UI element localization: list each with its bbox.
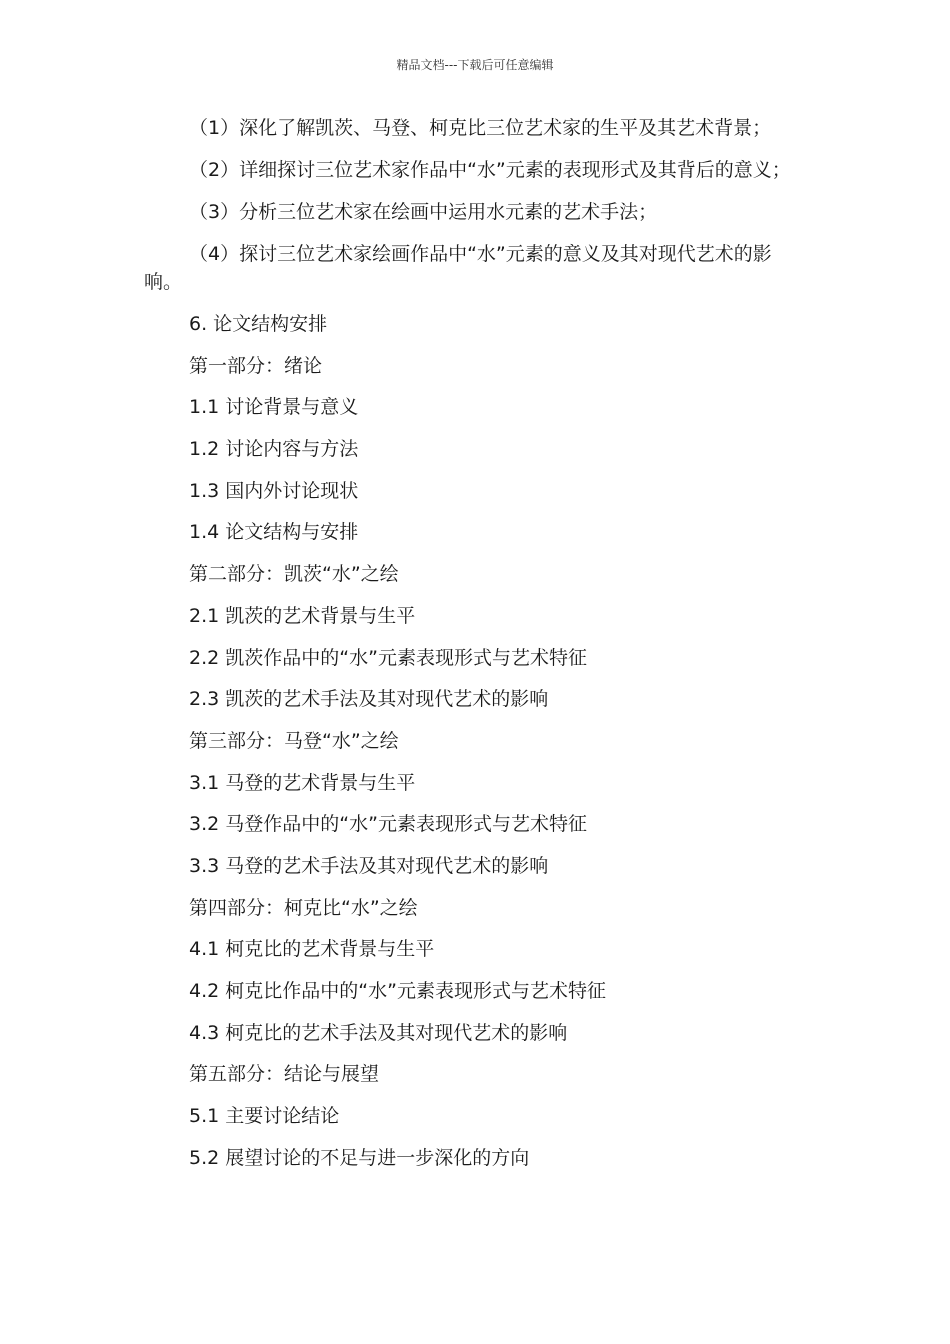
outline-entry: 1.4 论文结构与安排 [189, 521, 359, 544]
objective-item-3: （3）分析三位艺术家在绘画中运用水元素的艺术手法； [189, 201, 658, 223]
objective-item-4: （4）探讨三位艺术家绘画作品中“水”元素的意义及其对现代艺术的影响。 [144, 243, 772, 293]
outline-entry: 3.2 马登作品中的“水”元素表现形式与艺术特征 [189, 813, 587, 836]
outline-entry: 3.1 马登的艺术背景与生平 [189, 771, 416, 794]
outline-entry: 5.1 主要讨论结论 [189, 1105, 340, 1128]
part-heading: 第一部分：绪论 [189, 354, 323, 377]
page-header: 精品文档---下载后可任意编辑 [396, 58, 554, 72]
outline-entry: 5.2 展望讨论的不足与进一步深化的方向 [189, 1146, 530, 1169]
outline-entry: 4.2 柯克比作品中的“水”元素表现形式与艺术特征 [189, 980, 606, 1002]
part-heading: 第三部分：马登“水”之绘 [189, 729, 399, 752]
section-heading: 6. 论文结构安排 [189, 313, 328, 335]
outline-entry: 2.3 凯茨的艺术手法及其对现代艺术的影响 [189, 688, 549, 711]
outline-entry: 2.2 凯茨作品中的“水”元素表现形式与艺术特征 [189, 646, 587, 669]
objective-item-2: （2）详细探讨三位艺术家作品中“水”元素的表现形式及其背后的意义； [189, 159, 791, 181]
thesis-outline [144, 310, 809, 1172]
outline-entry: 1.2 讨论内容与方法 [189, 438, 359, 461]
outline-entry: 4.1 柯克比的艺术背景与生平 [189, 938, 435, 961]
objective-item-1: （1）深化了解凯茨、马登、柯克比三位艺术家的生平及其艺术背景； [189, 117, 772, 139]
outline-entry: 1.3 国内外讨论现状 [189, 479, 359, 502]
document-body [144, 114, 809, 1185]
part-heading: 第二部分：凯茨“水”之绘 [189, 563, 399, 586]
outline-entry: 3.3 马登的艺术手法及其对现代艺术的影响 [189, 854, 549, 877]
outline-entry: 4.3 柯克比的艺术手法及其对现代艺术的影响 [189, 1021, 568, 1044]
part-heading: 第四部分：柯克比“水”之绘 [189, 896, 418, 919]
outline-entry: 2.1 凯茨的艺术背景与生平 [189, 604, 416, 627]
part-heading: 第五部分：结论与展望 [189, 1063, 380, 1086]
outline-entry: 1.1 讨论背景与意义 [189, 396, 359, 419]
